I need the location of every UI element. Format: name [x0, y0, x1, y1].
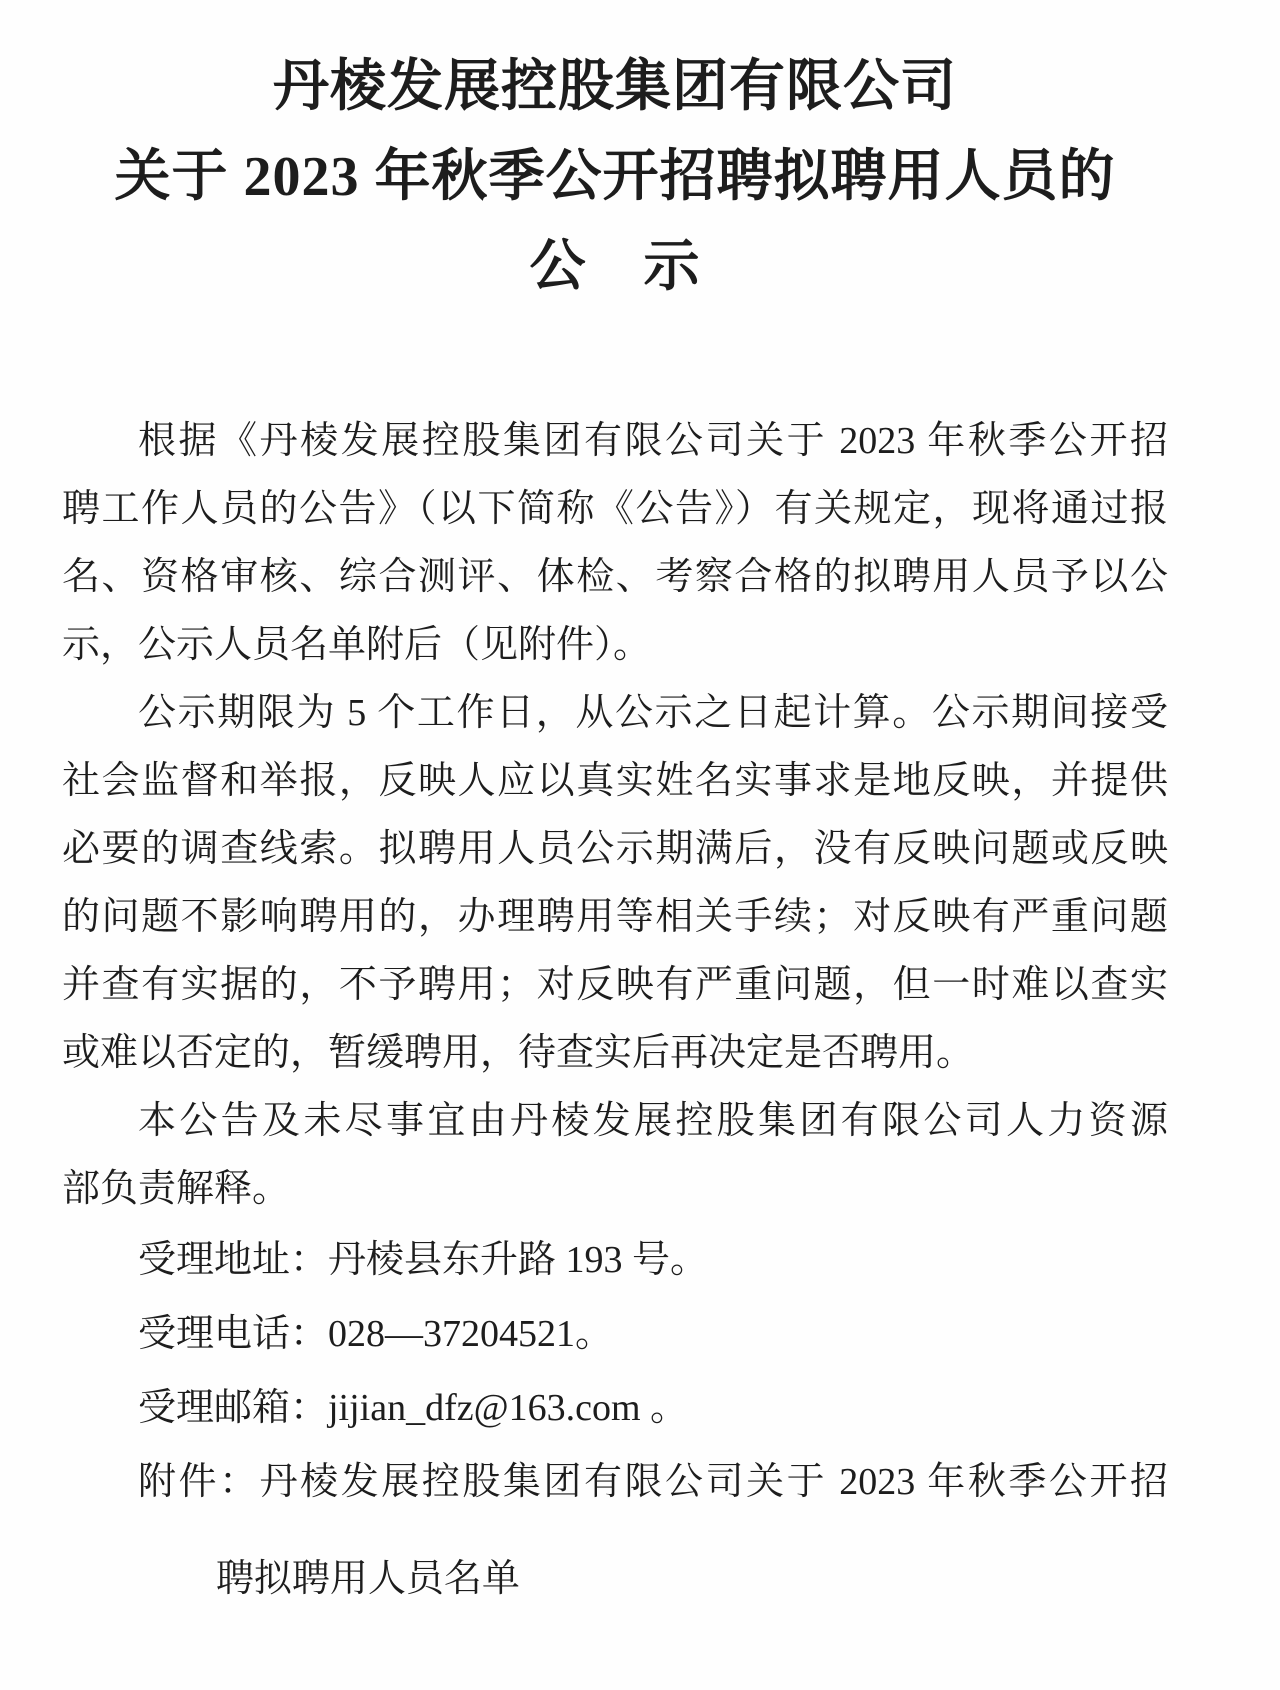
text-line: 示，公示人员名单附后（见附件）。	[62, 624, 652, 666]
text-line: 必要的调查线索。拟聘用人员公示期满后，没有反映问题或反映	[62, 828, 1168, 870]
document-title-line-subject: 关于 2023 年秋季公开招聘拟聘用人员的	[114, 146, 1116, 208]
document-title	[62, 42, 1168, 312]
text-line: 公示期限为 5 个工作日，从公示之日起计算。公示期间接受	[138, 692, 1168, 734]
document-title-line-gongshi: 公 示	[529, 236, 701, 298]
text-line: 受理地址：丹棱县东升路 193 号。	[138, 1239, 709, 1281]
text-line: 本公告及未尽事宜由丹棱发展控股集团有限公司人力资源	[138, 1100, 1168, 1142]
text-line: 根据《丹棱发展控股集团有限公司关于 2023 年秋季公开招	[138, 420, 1168, 462]
text-line: 受理电话：028—37204521。	[138, 1313, 614, 1355]
text-line: 附件：丹棱发展控股集团有限公司关于 2023 年秋季公开招	[138, 1461, 1168, 1503]
document-title-line-company: 丹棱发展控股集团有限公司	[273, 56, 957, 118]
text-line: 名、资格审核、综合测评、体检、考察合格的拟聘用人员予以公	[62, 556, 1168, 598]
text-line: 社会监督和举报，反映人应以真实姓名实事求是地反映，并提供	[62, 760, 1168, 802]
text-line: 聘工作人员的公告》（以下简称《公告》）有关规定，现将通过报	[62, 488, 1168, 530]
text-line: 聘拟聘用人员名单	[215, 1558, 520, 1600]
text-line: 部负责解释。	[62, 1168, 291, 1210]
text-line: 受理邮箱：jijian_dfz@163.com 。	[138, 1387, 689, 1429]
document-body	[62, 407, 1168, 1613]
text-line: 或难以否定的，暂缓聘用，待查实后再决定是否聘用。	[62, 1032, 975, 1074]
text-line: 并查有实据的，不予聘用；对反映有严重问题，但一时难以查实	[62, 964, 1168, 1006]
text-line: 的问题不影响聘用的，办理聘用等相关手续；对反映有严重问题	[62, 896, 1168, 938]
